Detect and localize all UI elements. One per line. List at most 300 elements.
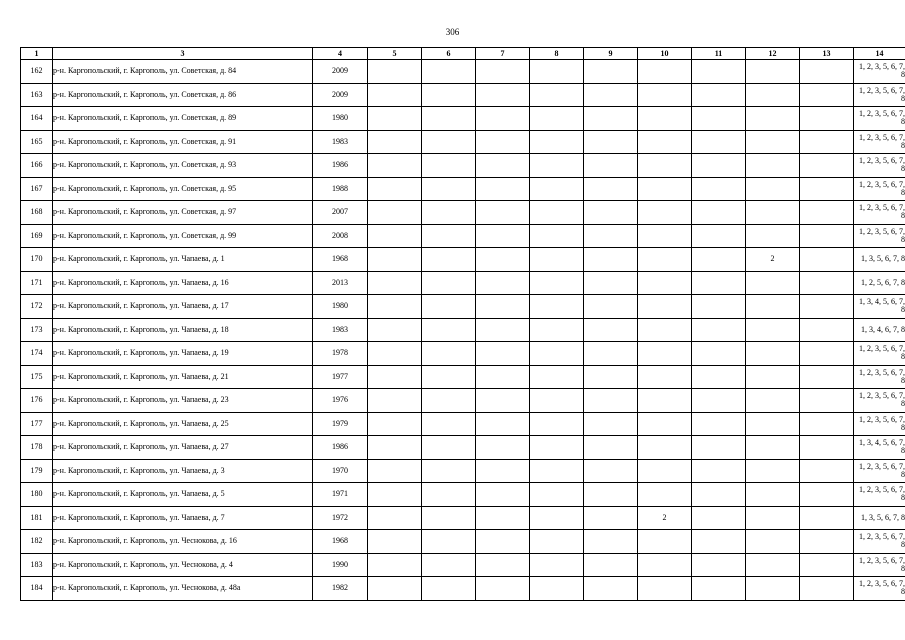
col-9-cell (584, 553, 638, 577)
address-cell: р-н. Каргопольский, г. Каргополь, ул. Советская, д. 91 (53, 130, 313, 154)
col-5-cell (368, 506, 422, 530)
page-number: 306 (445, 27, 460, 37)
col-9-cell (584, 342, 638, 366)
col-10-cell (638, 154, 692, 178)
table-row (21, 577, 905, 601)
col-11-cell (692, 389, 746, 413)
col-10-cell (638, 436, 692, 460)
col-6-cell (422, 530, 476, 554)
col-14-cell: 1, 2, 3, 5, 6, 7, 8 (854, 177, 905, 201)
col-13-cell (800, 530, 854, 554)
col-7-cell (476, 154, 530, 178)
col-10-cell (638, 318, 692, 342)
address-cell: р-н. Каргопольский, г. Каргополь, ул. Советская, д. 95 (53, 177, 313, 201)
col-8-cell (530, 483, 584, 507)
col-6-cell (422, 248, 476, 272)
row-number-cell: 173 (21, 318, 53, 342)
col-7-cell (476, 506, 530, 530)
col-8-cell (530, 60, 584, 84)
col-12-cell (746, 177, 800, 201)
col-14-cell: 1, 2, 3, 5, 6, 7, 8 (854, 412, 905, 436)
year-cell: 1983 (313, 318, 368, 342)
col-12-cell (746, 436, 800, 460)
column-header: 13 (800, 48, 854, 60)
table-row (21, 107, 905, 131)
col-8-cell (530, 318, 584, 342)
col-7-cell (476, 224, 530, 248)
table-row (21, 201, 905, 225)
table-row (21, 83, 905, 107)
col-5-cell (368, 530, 422, 554)
col-6-cell (422, 483, 476, 507)
col-5-cell (368, 248, 422, 272)
col-13-cell (800, 107, 854, 131)
col-14-cell: 1, 2, 3, 5, 6, 7, 8 (854, 483, 905, 507)
col-7-cell (476, 271, 530, 295)
table-row (21, 318, 905, 342)
col-10-cell (638, 365, 692, 389)
row-number-cell: 164 (21, 107, 53, 131)
table-row (21, 483, 905, 507)
col-9-cell (584, 577, 638, 601)
col-7-cell (476, 389, 530, 413)
col-10-cell (638, 271, 692, 295)
row-number-cell: 176 (21, 389, 53, 413)
col-9-cell (584, 530, 638, 554)
row-number-cell: 177 (21, 412, 53, 436)
col-14-cell: 1, 2, 3, 5, 6, 7, 8 (854, 389, 905, 413)
col-6-cell (422, 459, 476, 483)
col-8-cell (530, 436, 584, 460)
col-9-cell (584, 295, 638, 319)
column-header: 4 (313, 48, 368, 60)
col-12-cell (746, 154, 800, 178)
col-12-cell (746, 295, 800, 319)
col-10-cell (638, 459, 692, 483)
col-12-cell (746, 506, 800, 530)
year-cell: 1982 (313, 577, 368, 601)
col-6-cell (422, 271, 476, 295)
col-9-cell (584, 459, 638, 483)
col-14-cell: 1, 2, 3, 5, 6, 7, 8 (854, 130, 905, 154)
col-5-cell (368, 483, 422, 507)
col-11-cell (692, 154, 746, 178)
col-12-cell (746, 201, 800, 225)
col-10-cell (638, 412, 692, 436)
col-6-cell (422, 201, 476, 225)
col-7-cell (476, 483, 530, 507)
col-10-cell (638, 130, 692, 154)
year-cell: 1968 (313, 248, 368, 272)
col-11-cell (692, 577, 746, 601)
col-10-cell (638, 83, 692, 107)
row-number-cell: 179 (21, 459, 53, 483)
column-header: 1 (21, 48, 53, 60)
column-header: 8 (530, 48, 584, 60)
row-number-cell: 162 (21, 60, 53, 84)
col-8-cell (530, 459, 584, 483)
col-10-cell: 2 (638, 506, 692, 530)
col-12-cell (746, 530, 800, 554)
row-number-cell: 181 (21, 506, 53, 530)
col-5-cell (368, 201, 422, 225)
col-11-cell (692, 318, 746, 342)
col-7-cell (476, 365, 530, 389)
col-13-cell (800, 365, 854, 389)
address-cell: р-н. Каргопольский, г. Каргополь, ул. Советская, д. 97 (53, 201, 313, 225)
col-14-cell: 1, 2, 3, 5, 6, 7, 8 (854, 553, 905, 577)
year-cell: 1980 (313, 295, 368, 319)
col-6-cell (422, 318, 476, 342)
table-row (21, 248, 905, 272)
table-row (21, 506, 905, 530)
col-6-cell (422, 130, 476, 154)
col-10-cell (638, 577, 692, 601)
row-number-cell: 165 (21, 130, 53, 154)
col-5-cell (368, 459, 422, 483)
col-11-cell (692, 295, 746, 319)
address-cell: р-н. Каргопольский, г. Каргополь, ул. Чапаева, д. 25 (53, 412, 313, 436)
col-10-cell (638, 389, 692, 413)
column-header: 11 (692, 48, 746, 60)
column-header: 14 (854, 48, 905, 60)
table-row (21, 224, 905, 248)
col-7-cell (476, 412, 530, 436)
col-6-cell (422, 342, 476, 366)
col-5-cell (368, 365, 422, 389)
col-11-cell (692, 483, 746, 507)
col-14-cell: 1, 2, 3, 5, 6, 7, 8 (854, 60, 905, 84)
col-6-cell (422, 60, 476, 84)
col-9-cell (584, 248, 638, 272)
col-11-cell (692, 130, 746, 154)
col-10-cell (638, 201, 692, 225)
col-10-cell (638, 248, 692, 272)
col-13-cell (800, 577, 854, 601)
year-cell: 1980 (313, 107, 368, 131)
row-number-cell: 169 (21, 224, 53, 248)
address-cell: р-н. Каргопольский, г. Каргополь, ул. Советская, д. 84 (53, 60, 313, 84)
column-header: 7 (476, 48, 530, 60)
col-10-cell (638, 295, 692, 319)
col-10-cell (638, 342, 692, 366)
data-table (20, 47, 905, 601)
col-6-cell (422, 177, 476, 201)
col-11-cell (692, 412, 746, 436)
col-6-cell (422, 154, 476, 178)
col-8-cell (530, 107, 584, 131)
col-8-cell (530, 506, 584, 530)
col-8-cell (530, 530, 584, 554)
address-cell: р-н. Каргопольский, г. Каргополь, ул. Чеснокова, д. 16 (53, 530, 313, 554)
row-number-cell: 167 (21, 177, 53, 201)
column-header: 9 (584, 48, 638, 60)
year-cell: 1983 (313, 130, 368, 154)
table-row (21, 365, 905, 389)
col-9-cell (584, 271, 638, 295)
col-6-cell (422, 436, 476, 460)
col-11-cell (692, 177, 746, 201)
address-cell: р-н. Каргопольский, г. Каргополь, ул. Чапаева, д. 5 (53, 483, 313, 507)
col-7-cell (476, 201, 530, 225)
row-number-cell: 168 (21, 201, 53, 225)
col-8-cell (530, 177, 584, 201)
col-13-cell (800, 201, 854, 225)
col-8-cell (530, 389, 584, 413)
col-13-cell (800, 389, 854, 413)
row-number-cell: 183 (21, 553, 53, 577)
col-12-cell: 2 (746, 248, 800, 272)
col-6-cell (422, 577, 476, 601)
col-9-cell (584, 154, 638, 178)
col-5-cell (368, 177, 422, 201)
col-13-cell (800, 177, 854, 201)
col-5-cell (368, 224, 422, 248)
column-header: 6 (422, 48, 476, 60)
table-row (21, 295, 905, 319)
col-13-cell (800, 271, 854, 295)
col-7-cell (476, 295, 530, 319)
col-14-cell: 1, 2, 3, 5, 6, 7, 8 (854, 224, 905, 248)
header-row (21, 48, 905, 60)
col-5-cell (368, 412, 422, 436)
address-cell: р-н. Каргопольский, г. Каргополь, ул. Чапаева, д. 1 (53, 248, 313, 272)
col-8-cell (530, 577, 584, 601)
address-cell: р-н. Каргопольский, г. Каргополь, ул. Чапаева, д. 23 (53, 389, 313, 413)
row-number-cell: 166 (21, 154, 53, 178)
col-7-cell (476, 177, 530, 201)
col-11-cell (692, 248, 746, 272)
col-6-cell (422, 506, 476, 530)
col-11-cell (692, 365, 746, 389)
col-13-cell (800, 553, 854, 577)
col-11-cell (692, 83, 746, 107)
col-5-cell (368, 295, 422, 319)
col-12-cell (746, 365, 800, 389)
column-header: 3 (53, 48, 313, 60)
address-cell: р-н. Каргопольский, г. Каргополь, ул. Чапаева, д. 18 (53, 318, 313, 342)
col-7-cell (476, 83, 530, 107)
col-12-cell (746, 459, 800, 483)
row-number-cell: 163 (21, 83, 53, 107)
col-8-cell (530, 365, 584, 389)
year-cell: 2009 (313, 83, 368, 107)
col-6-cell (422, 553, 476, 577)
year-cell: 2009 (313, 60, 368, 84)
year-cell: 1979 (313, 412, 368, 436)
col-11-cell (692, 506, 746, 530)
col-13-cell (800, 295, 854, 319)
col-9-cell (584, 412, 638, 436)
table-row (21, 530, 905, 554)
col-10-cell (638, 553, 692, 577)
col-5-cell (368, 130, 422, 154)
col-11-cell (692, 553, 746, 577)
col-12-cell (746, 389, 800, 413)
col-12-cell (746, 107, 800, 131)
col-14-cell: 1, 2, 3, 5, 6, 7, 8 (854, 83, 905, 107)
col-14-cell: 1, 2, 3, 5, 6, 7, 8 (854, 201, 905, 225)
col-6-cell (422, 412, 476, 436)
col-10-cell (638, 107, 692, 131)
col-13-cell (800, 248, 854, 272)
year-cell: 2013 (313, 271, 368, 295)
col-13-cell (800, 154, 854, 178)
col-5-cell (368, 577, 422, 601)
col-12-cell (746, 83, 800, 107)
col-9-cell (584, 60, 638, 84)
col-9-cell (584, 318, 638, 342)
col-8-cell (530, 412, 584, 436)
column-header: 5 (368, 48, 422, 60)
col-13-cell (800, 459, 854, 483)
col-6-cell (422, 83, 476, 107)
col-14-cell: 1, 2, 3, 5, 6, 7, 8 (854, 365, 905, 389)
address-cell: р-н. Каргопольский, г. Каргополь, ул. Чапаева, д. 7 (53, 506, 313, 530)
col-13-cell (800, 224, 854, 248)
col-9-cell (584, 107, 638, 131)
col-11-cell (692, 201, 746, 225)
col-7-cell (476, 459, 530, 483)
col-7-cell (476, 436, 530, 460)
col-12-cell (746, 60, 800, 84)
col-14-cell: 1, 2, 3, 5, 6, 7, 8 (854, 577, 905, 601)
col-12-cell (746, 412, 800, 436)
address-cell: р-н. Каргопольский, г. Каргополь, ул. Советская, д. 93 (53, 154, 313, 178)
col-8-cell (530, 224, 584, 248)
col-11-cell (692, 224, 746, 248)
row-number-cell: 182 (21, 530, 53, 554)
col-5-cell (368, 60, 422, 84)
col-11-cell (692, 271, 746, 295)
col-13-cell (800, 506, 854, 530)
col-11-cell (692, 530, 746, 554)
col-12-cell (746, 130, 800, 154)
table-row (21, 389, 905, 413)
year-cell: 1976 (313, 389, 368, 413)
col-14-cell: 1, 2, 5, 6, 7, 8 (854, 271, 905, 295)
col-8-cell (530, 83, 584, 107)
col-9-cell (584, 177, 638, 201)
address-cell: р-н. Каргопольский, г. Каргополь, ул. Чапаева, д. 3 (53, 459, 313, 483)
col-12-cell (746, 224, 800, 248)
year-cell: 1968 (313, 530, 368, 554)
col-8-cell (530, 248, 584, 272)
col-14-cell: 1, 3, 4, 5, 6, 7, 8 (854, 295, 905, 319)
col-10-cell (638, 530, 692, 554)
table-row (21, 436, 905, 460)
col-10-cell (638, 60, 692, 84)
year-cell: 1986 (313, 154, 368, 178)
col-9-cell (584, 389, 638, 413)
col-14-cell: 1, 2, 3, 5, 6, 7, 8 (854, 459, 905, 483)
col-6-cell (422, 107, 476, 131)
row-number-cell: 174 (21, 342, 53, 366)
col-8-cell (530, 201, 584, 225)
col-13-cell (800, 83, 854, 107)
table-row (21, 271, 905, 295)
col-5-cell (368, 436, 422, 460)
year-cell: 2007 (313, 201, 368, 225)
year-cell: 1970 (313, 459, 368, 483)
row-number-cell: 184 (21, 577, 53, 601)
col-7-cell (476, 342, 530, 366)
col-12-cell (746, 483, 800, 507)
col-13-cell (800, 60, 854, 84)
col-8-cell (530, 295, 584, 319)
year-cell: 1977 (313, 365, 368, 389)
address-cell: р-н. Каргопольский, г. Каргополь, ул. Чапаева, д. 19 (53, 342, 313, 366)
col-8-cell (530, 342, 584, 366)
col-12-cell (746, 318, 800, 342)
address-cell: р-н. Каргопольский, г. Каргополь, ул. Советская, д. 86 (53, 83, 313, 107)
row-number-cell: 178 (21, 436, 53, 460)
col-14-cell: 1, 2, 3, 5, 6, 7, 8 (854, 342, 905, 366)
col-7-cell (476, 60, 530, 84)
address-cell: р-н. Каргопольский, г. Каргополь, ул. Чеснокова, д. 4 (53, 553, 313, 577)
col-7-cell (476, 318, 530, 342)
year-cell: 2008 (313, 224, 368, 248)
col-12-cell (746, 553, 800, 577)
col-13-cell (800, 412, 854, 436)
table-row (21, 177, 905, 201)
col-5-cell (368, 154, 422, 178)
row-number-cell: 171 (21, 271, 53, 295)
col-8-cell (530, 271, 584, 295)
year-cell: 1971 (313, 483, 368, 507)
col-14-cell: 1, 2, 3, 5, 6, 7, 8 (854, 530, 905, 554)
col-10-cell (638, 224, 692, 248)
col-7-cell (476, 553, 530, 577)
table-row (21, 154, 905, 178)
col-5-cell (368, 107, 422, 131)
row-number-cell: 180 (21, 483, 53, 507)
address-cell: р-н. Каргопольский, г. Каргополь, ул. Чапаева, д. 17 (53, 295, 313, 319)
address-cell: р-н. Каргопольский, г. Каргополь, ул. Чапаева, д. 21 (53, 365, 313, 389)
col-10-cell (638, 177, 692, 201)
col-5-cell (368, 553, 422, 577)
year-cell: 1978 (313, 342, 368, 366)
col-9-cell (584, 506, 638, 530)
col-11-cell (692, 459, 746, 483)
col-7-cell (476, 577, 530, 601)
col-10-cell (638, 483, 692, 507)
table-row (21, 60, 905, 84)
address-cell: р-н. Каргопольский, г. Каргополь, ул. Чапаева, д. 16 (53, 271, 313, 295)
table-row (21, 412, 905, 436)
col-6-cell (422, 365, 476, 389)
table-row (21, 459, 905, 483)
col-13-cell (800, 483, 854, 507)
col-5-cell (368, 318, 422, 342)
year-cell: 1988 (313, 177, 368, 201)
col-13-cell (800, 318, 854, 342)
address-cell: р-н. Каргопольский, г. Каргополь, ул. Чеснокова, д. 48а (53, 577, 313, 601)
col-14-cell: 1, 3, 5, 6, 7, 8 (854, 248, 905, 272)
column-header: 10 (638, 48, 692, 60)
address-cell: р-н. Каргопольский, г. Каргополь, ул. Советская, д. 89 (53, 107, 313, 131)
table-row (21, 553, 905, 577)
col-9-cell (584, 224, 638, 248)
address-cell: р-н. Каргопольский, г. Каргополь, ул. Советская, д. 99 (53, 224, 313, 248)
year-cell: 1990 (313, 553, 368, 577)
row-number-cell: 172 (21, 295, 53, 319)
table-row (21, 130, 905, 154)
col-14-cell: 1, 3, 4, 6, 7, 8 (854, 318, 905, 342)
col-8-cell (530, 130, 584, 154)
col-7-cell (476, 530, 530, 554)
col-9-cell (584, 130, 638, 154)
